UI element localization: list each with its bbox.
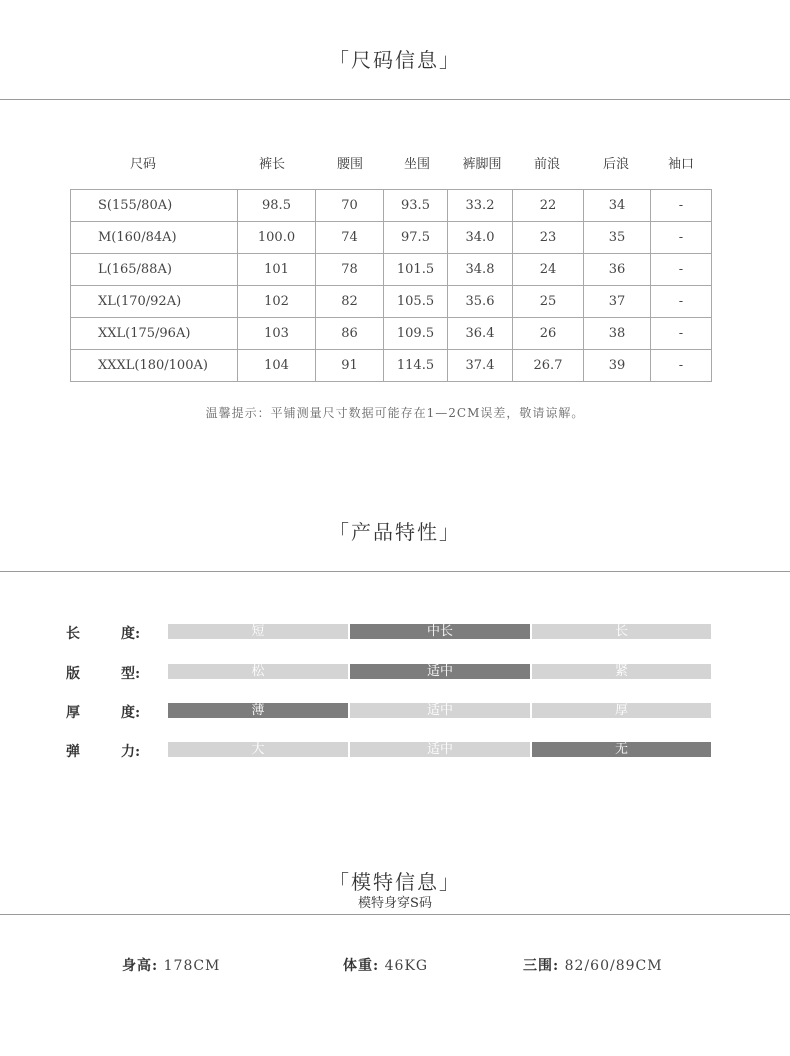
table-cell: -	[651, 286, 712, 318]
size-label-cell: XL(170/92A)	[71, 286, 238, 318]
feature-label	[66, 702, 140, 722]
table-cell: 26	[513, 318, 584, 350]
feature-option: 短	[168, 624, 348, 639]
header-length: 裤长	[258, 157, 285, 172]
table-cell: 34.0	[448, 222, 513, 254]
feature-label-first: 版	[66, 666, 80, 682]
size-table	[70, 189, 712, 382]
feature-label-first: 弹	[66, 744, 80, 760]
header-back-rise: 后浪	[602, 157, 629, 172]
feature-option-selected: 无	[532, 742, 711, 757]
header-hem: 裤脚围	[462, 157, 502, 172]
table-cell: 102	[238, 286, 316, 318]
feature-section-title: 「产品特性」	[329, 520, 461, 544]
model-height-label: 身高:	[122, 958, 159, 974]
feature-label	[66, 623, 140, 643]
model-measurements-label: 三围:	[523, 958, 560, 974]
feature-option: 大	[168, 742, 348, 757]
model-weight-label: 体重:	[343, 958, 380, 974]
feature-option-selected: 中长	[350, 624, 530, 639]
table-cell: 82	[316, 286, 384, 318]
table-cell: 104	[238, 350, 316, 382]
header-hip: 坐围	[403, 157, 430, 172]
table-cell: 70	[316, 190, 384, 222]
table-row	[71, 222, 712, 254]
table-cell: 26.7	[513, 350, 584, 382]
table-cell: 101	[238, 254, 316, 286]
table-cell: 101.5	[384, 254, 448, 286]
feature-option: 适中	[350, 703, 530, 718]
size-section-divider	[0, 99, 790, 100]
table-cell: 100.0	[238, 222, 316, 254]
feature-option: 紧	[532, 664, 711, 679]
feature-option: 松	[168, 664, 348, 679]
table-cell: -	[651, 318, 712, 350]
size-label-cell: XXL(175/96A)	[71, 318, 238, 350]
feature-option: 厚	[532, 703, 711, 718]
table-row	[71, 286, 712, 318]
table-cell: -	[651, 190, 712, 222]
table-cell: 93.5	[384, 190, 448, 222]
table-cell: -	[651, 350, 712, 382]
header-waist: 腰围	[336, 157, 363, 172]
feature-option: 适中	[350, 742, 530, 757]
size-label-cell: XXXL(180/100A)	[71, 350, 238, 382]
model-section-title: 「模特信息」	[329, 870, 461, 894]
feature-label-second: 型:	[121, 666, 141, 682]
header-size: 尺码	[129, 157, 156, 172]
feature-option: 长	[532, 624, 711, 639]
table-cell: 34.8	[448, 254, 513, 286]
table-cell: 74	[316, 222, 384, 254]
feature-label-second: 度:	[121, 705, 141, 721]
table-cell: 109.5	[384, 318, 448, 350]
table-cell: -	[651, 222, 712, 254]
table-cell: 36	[584, 254, 651, 286]
table-cell: 103	[238, 318, 316, 350]
table-cell: 105.5	[384, 286, 448, 318]
feature-label	[66, 663, 140, 683]
table-cell: 36.4	[448, 318, 513, 350]
feature-section-divider	[0, 571, 790, 572]
table-row	[71, 318, 712, 350]
model-height-value: 178CM	[163, 958, 221, 974]
table-cell: 23	[513, 222, 584, 254]
table-row	[71, 254, 712, 286]
size-label-cell: S(155/80A)	[71, 190, 238, 222]
model-weight-value: 46KG	[384, 958, 429, 974]
model-measurements-value: 82/60/89CM	[564, 958, 663, 974]
feature-option-selected: 适中	[350, 664, 530, 679]
table-cell: 91	[316, 350, 384, 382]
table-cell: 97.5	[384, 222, 448, 254]
table-cell: 35	[584, 222, 651, 254]
table-cell: 37.4	[448, 350, 513, 382]
model-section-divider	[0, 914, 790, 915]
size-label-cell: M(160/84A)	[71, 222, 238, 254]
feature-label-first: 厚	[66, 705, 80, 721]
size-label-cell: L(165/88A)	[71, 254, 238, 286]
table-cell: 33.2	[448, 190, 513, 222]
model-measurements	[523, 955, 663, 975]
table-cell: 38	[584, 318, 651, 350]
feature-label	[66, 741, 140, 761]
table-cell: 22	[513, 190, 584, 222]
table-cell: 37	[584, 286, 651, 318]
table-cell: 98.5	[238, 190, 316, 222]
table-row	[71, 350, 712, 382]
feature-label-first: 长	[66, 626, 80, 642]
feature-option-selected: 薄	[168, 703, 348, 718]
feature-label-second: 力:	[121, 744, 141, 760]
table-cell: 39	[584, 350, 651, 382]
header-front-rise: 前浪	[533, 157, 560, 172]
table-cell: -	[651, 254, 712, 286]
table-cell: 34	[584, 190, 651, 222]
feature-label-second: 度:	[121, 626, 141, 642]
table-cell: 114.5	[384, 350, 448, 382]
size-note: 温馨提示：平铺测量尺寸数据可能存在1—2CM误差，敬请谅解。	[205, 406, 585, 420]
table-cell: 78	[316, 254, 384, 286]
table-cell: 24	[513, 254, 584, 286]
model-subtitle: 模特身穿S码	[358, 896, 432, 911]
table-cell: 25	[513, 286, 584, 318]
table-cell: 86	[316, 318, 384, 350]
table-cell: 35.6	[448, 286, 513, 318]
model-weight	[343, 955, 428, 975]
table-row	[71, 190, 712, 222]
size-section-title: 「尺码信息」	[329, 48, 461, 72]
model-height	[122, 955, 220, 975]
header-cuff: 袖口	[667, 157, 694, 172]
